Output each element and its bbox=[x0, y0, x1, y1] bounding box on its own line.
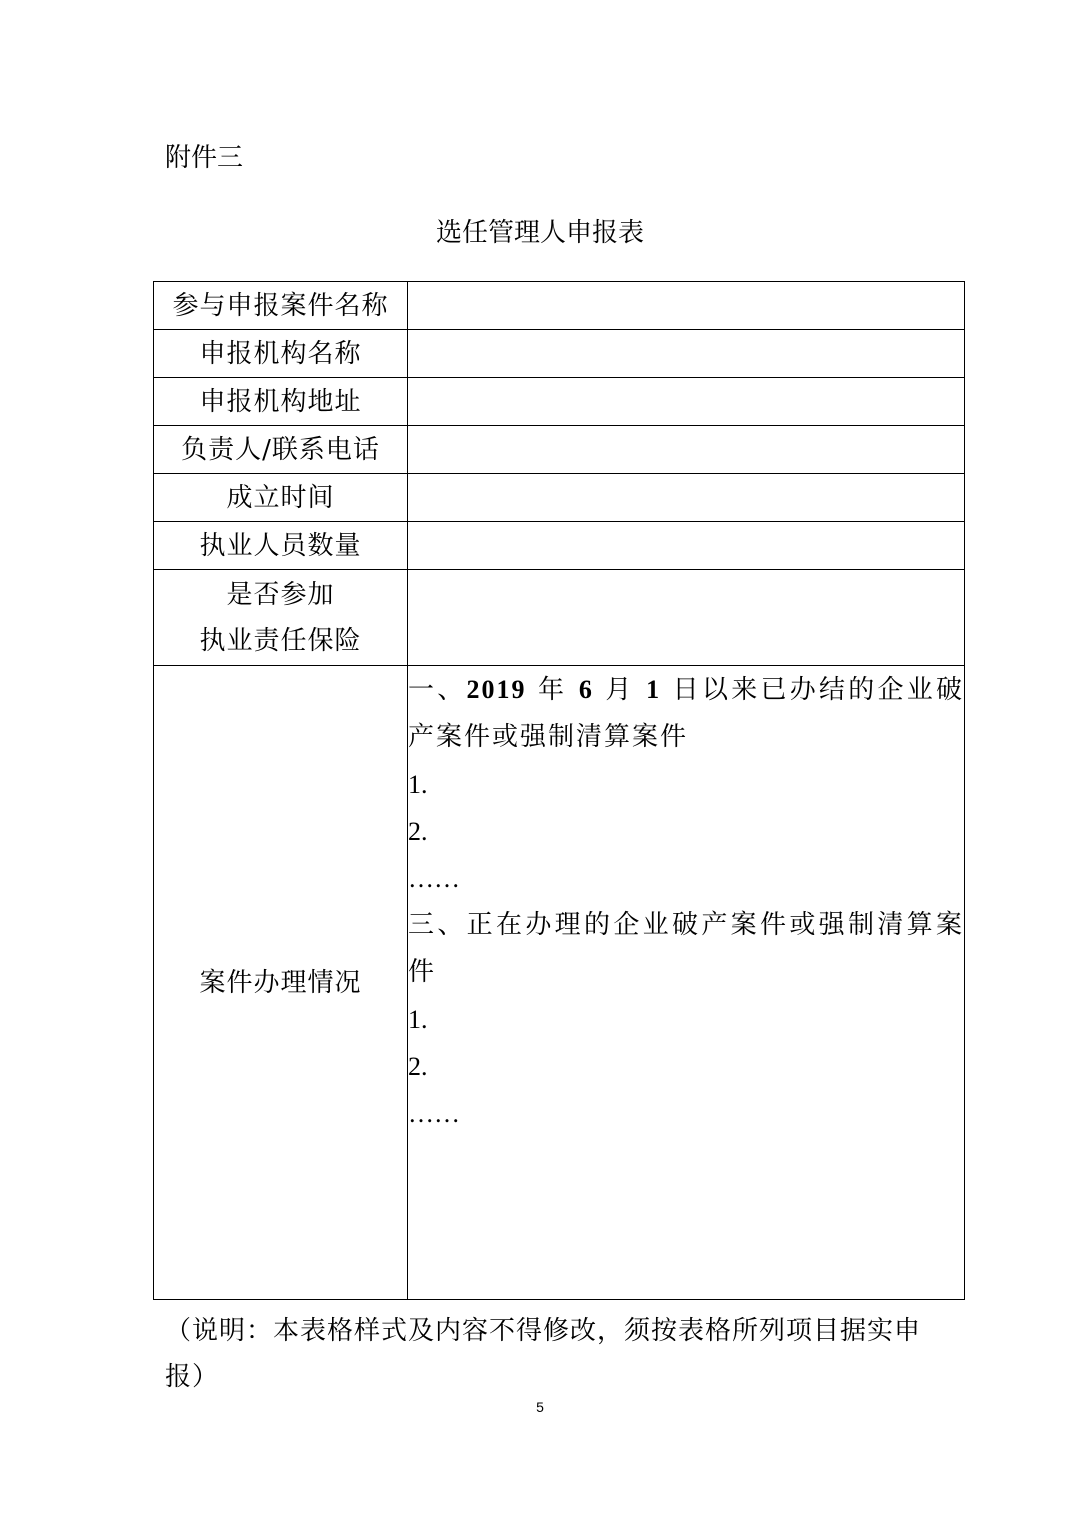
instruction-note: （说明：本表格样式及内容不得修改，须按表格所列项目据实申报） bbox=[165, 1316, 922, 1392]
institution-name-field[interactable] bbox=[408, 330, 965, 378]
closed-cases-month-unit: 月 bbox=[593, 675, 647, 705]
institution-address-field[interactable] bbox=[408, 378, 965, 426]
closed-case-item-1[interactable]: 1. bbox=[408, 770, 428, 799]
closed-cases-year: 2019 bbox=[466, 675, 527, 704]
closed-cases-year-unit: 年 bbox=[526, 675, 579, 705]
table-row bbox=[154, 570, 965, 666]
practitioner-count-label: 执业人员数量 bbox=[154, 522, 408, 570]
closed-cases-rest: 日以来已办结的企业破产案件或强制清算案件 bbox=[408, 675, 965, 752]
closed-cases-month: 6 bbox=[578, 675, 594, 704]
ongoing-case-item-2[interactable]: 2. bbox=[408, 1052, 428, 1081]
closed-case-item-2[interactable]: 2. bbox=[408, 817, 428, 846]
table-row bbox=[154, 426, 965, 474]
table-row bbox=[154, 282, 965, 330]
closed-cases-prefix: 一、 bbox=[408, 675, 467, 705]
established-date-label: 成立时间 bbox=[154, 474, 408, 522]
case-handling-field[interactable] bbox=[408, 666, 965, 1300]
institution-address-label: 申报机构地址 bbox=[154, 378, 408, 426]
table-row bbox=[154, 522, 965, 570]
contact-person-phone-field[interactable] bbox=[408, 426, 965, 474]
liability-insurance-label-line1: 是否参加 bbox=[226, 579, 335, 610]
established-date-field[interactable] bbox=[408, 474, 965, 522]
closed-cases-heading bbox=[408, 666, 964, 761]
closed-case-ellipsis: …… bbox=[408, 864, 460, 893]
case-name-label: 参与申报案件名称 bbox=[154, 282, 408, 330]
practitioner-count-field[interactable] bbox=[408, 522, 965, 570]
liability-insurance-label-line2: 执业责任保险 bbox=[199, 625, 362, 656]
page-number: 5 bbox=[536, 1399, 544, 1415]
table-row bbox=[154, 378, 965, 426]
form-title: 选任管理人申报表 bbox=[435, 218, 644, 248]
ongoing-cases-heading: 三、正在办理的企业破产案件或强制清算案件 bbox=[408, 910, 964, 987]
liability-insurance-field[interactable] bbox=[408, 570, 965, 666]
closed-cases-day: 1 bbox=[646, 675, 662, 704]
case-name-field[interactable] bbox=[408, 282, 965, 330]
liability-insurance-label bbox=[154, 570, 408, 666]
table-row bbox=[154, 666, 965, 1300]
ongoing-case-ellipsis: …… bbox=[408, 1099, 460, 1128]
table-row bbox=[154, 474, 965, 522]
annex-label: 附件三 bbox=[165, 143, 244, 173]
ongoing-case-item-1[interactable]: 1. bbox=[408, 1005, 428, 1034]
table-row bbox=[154, 330, 965, 378]
case-handling-label: 案件办理情况 bbox=[154, 666, 408, 1300]
application-form-table bbox=[153, 281, 965, 1300]
contact-person-phone-label: 负责人/联系电话 bbox=[154, 426, 408, 474]
institution-name-label: 申报机构名称 bbox=[154, 330, 408, 378]
